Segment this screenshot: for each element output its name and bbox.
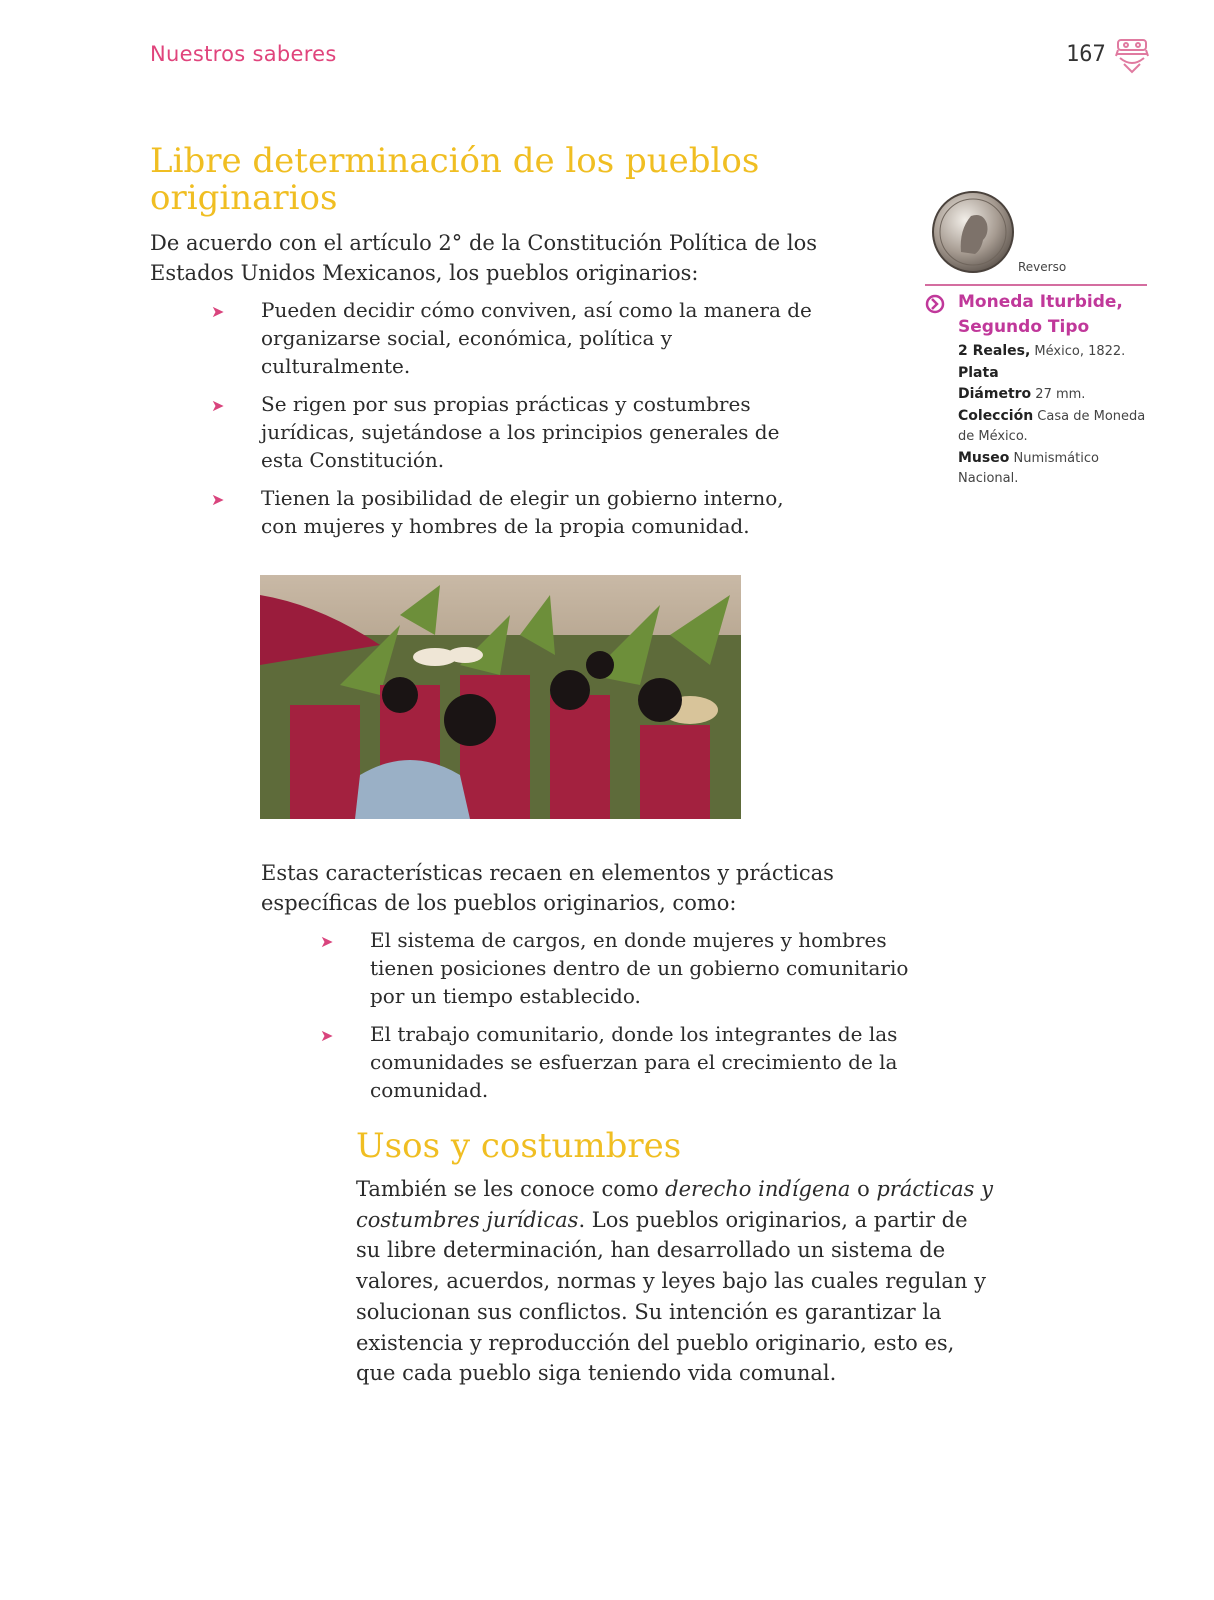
list-item: ➤ Se rigen por sus propias prácticas y costumbres jurídicas, sujetándose a los principios generales de esta Constitución. bbox=[211, 392, 780, 472]
body-paragraph: También se les conoce como derecho indígena o prácticas y costumbres jurídicas. Los pueblos originarios, a partir de su libre determinación, han desarrollado un sistema de valores, acuerdos, normas y leyes bajo las cuales regulan y solucionan sus conflictos. Su intención es garantizar la existencia y reproducción del pueblo originario, esto es, que cada pueblo siga teniendo vida comunal. bbox=[356, 1177, 993, 1386]
arrow-bullet-icon: ➤ bbox=[211, 490, 225, 509]
intro-paragraph: De acuerdo con el artículo 2° de la Constitución Política de los Estados Unidos Mexicanos, los pueblos originarios: bbox=[150, 231, 818, 285]
arrow-bullet-icon: ➤ bbox=[211, 302, 225, 321]
rights-list bbox=[211, 296, 821, 550]
list-item: ➤ Tienen la posibilidad de elegir un gobierno interno, con mujeres y hombres de la propia comunidad. bbox=[211, 486, 784, 538]
sidebar-divider bbox=[925, 284, 1147, 286]
sidebar-details bbox=[958, 341, 1153, 490]
list-item: ➤ Pueden decidir cómo conviven, así como la manera de organizarse social, económica, política y culturalmente. bbox=[211, 298, 812, 378]
coin-image bbox=[931, 190, 1015, 274]
material-row: Plata bbox=[958, 364, 999, 381]
arrow-bullet-icon: ➤ bbox=[320, 1026, 334, 1045]
community-procession-photo bbox=[260, 575, 741, 819]
list-item: ➤ El sistema de cargos, en donde mujeres y hombres tienen posiciones dentro de un gobierno comunitario por un tiempo establecido. bbox=[320, 928, 909, 1008]
section-title: Libre determinación de los pueblos originarios bbox=[150, 141, 760, 218]
coin-caption: Reverso bbox=[1018, 260, 1067, 274]
practices-list bbox=[320, 926, 920, 1114]
museum-row: Museo Numismático Nacional. bbox=[958, 449, 1099, 486]
arrow-bullet-icon: ➤ bbox=[211, 396, 225, 415]
sidebar-title: Moneda Iturbide, Segundo Tipo bbox=[958, 292, 1123, 337]
arrow-bullet-icon: ➤ bbox=[320, 932, 334, 951]
characteristics-paragraph: Estas características recaen en elementos y prácticas específicas de los pueblos originarios, como: bbox=[261, 861, 834, 915]
collection-row: Colección Casa de Moneda de México. bbox=[958, 407, 1146, 444]
diameter-row: Diámetro 27 mm. bbox=[958, 386, 1086, 402]
subsection-title: Usos y costumbres bbox=[356, 1126, 682, 1166]
denomination-row: 2 Reales, México, 1822. bbox=[958, 343, 1126, 359]
circled-chevron-icon bbox=[925, 294, 945, 314]
list-item: ➤ El trabajo comunitario, donde los integrantes de las comunidades se esfuerzan para el crecimiento de la comunidad. bbox=[320, 1022, 898, 1102]
page-number: 167 bbox=[1066, 42, 1106, 67]
running-head: Nuestros saberes bbox=[150, 42, 337, 66]
ornament-glyph-icon bbox=[1112, 36, 1152, 76]
